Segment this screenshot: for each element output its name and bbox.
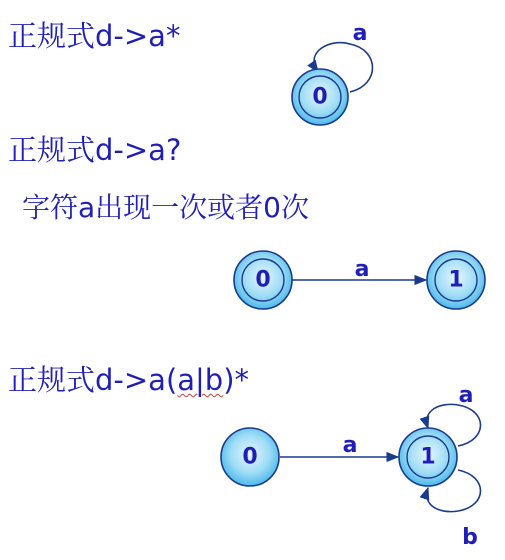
edge-label: b: [462, 525, 478, 550]
state-0: [221, 428, 279, 486]
state-label: 0: [242, 444, 258, 470]
state-label: 1: [420, 444, 436, 470]
description-a-optional: 字符a出现一次或者0次: [22, 191, 309, 224]
state-1: [427, 251, 485, 309]
diagram-a-optional: [234, 251, 485, 309]
heading-a-optional: 正规式d->a?: [8, 133, 182, 167]
state-1: [399, 428, 457, 486]
heading-a-ab-star-suffix: )*: [223, 363, 250, 397]
state-label: 0: [312, 84, 328, 110]
heading-a-star: 正规式d->a*: [8, 19, 181, 53]
state-0: [292, 69, 348, 125]
heading-a-ab-star-prefix: 正规式d->a(: [8, 363, 178, 397]
diagram-a-ab-star: [221, 383, 481, 550]
state-label: 1: [448, 267, 464, 293]
heading-a-ab-star-marked: a|b: [177, 363, 224, 397]
edge-label: a: [458, 383, 474, 408]
state-0: [234, 251, 292, 309]
diagram-a-star: [292, 21, 373, 125]
edge-label: a: [354, 257, 370, 282]
state-label: 0: [255, 267, 271, 293]
edge-label: a: [342, 433, 358, 458]
edge-label: a: [352, 21, 368, 46]
